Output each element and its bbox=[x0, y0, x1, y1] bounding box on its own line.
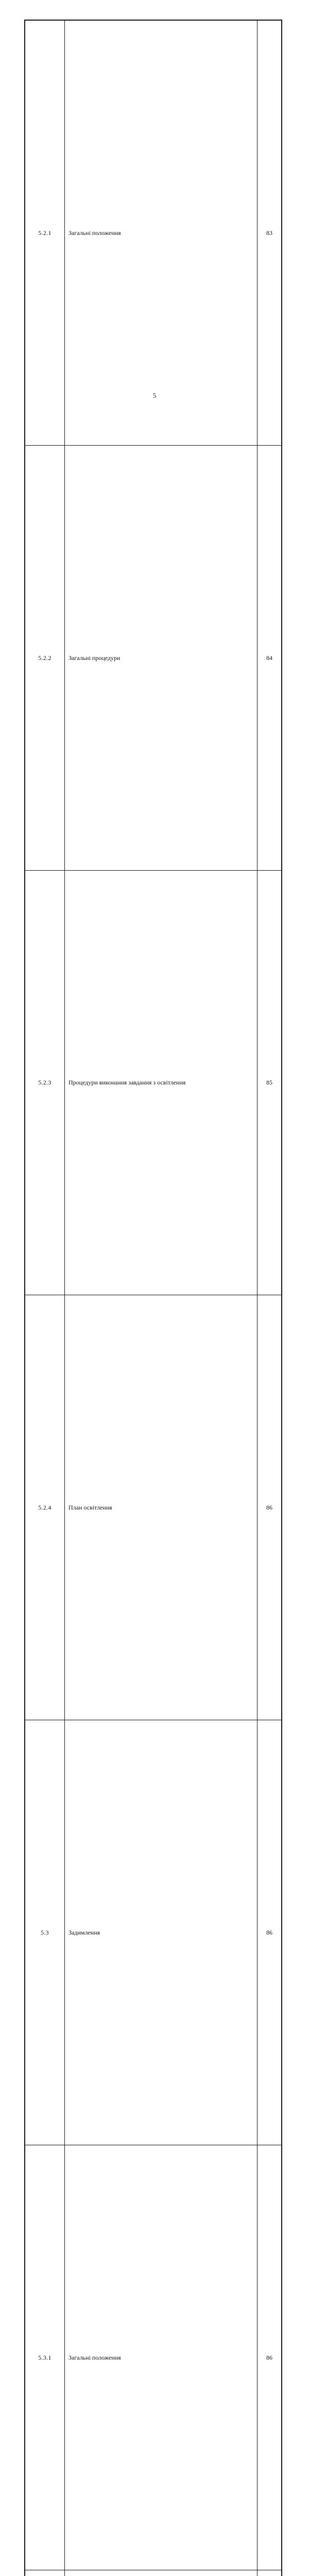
page-number: 5 bbox=[152, 392, 157, 399]
row-number-cell: 5.2.2 bbox=[25, 445, 65, 870]
row-page-cell: 83 bbox=[258, 20, 282, 445]
table-row bbox=[25, 870, 282, 1295]
row-number-cell: 5.3 bbox=[25, 1720, 65, 2145]
row-title-cell: Загальні положення bbox=[65, 20, 258, 445]
row-number-cell: 5.2.4 bbox=[25, 1295, 65, 1720]
table-row bbox=[25, 1295, 282, 1720]
row-page-cell: 86 bbox=[258, 2145, 282, 2570]
table-row bbox=[25, 2145, 282, 2570]
row-title-cell: План освітлення bbox=[65, 1295, 258, 1720]
row-number-cell: 5.2.1 bbox=[25, 20, 65, 445]
row-page-cell bbox=[258, 2570, 282, 2576]
row-page-cell: 86 bbox=[258, 1295, 282, 1720]
row-number-cell: 5.3.1 bbox=[25, 2145, 65, 2570]
row-title-cell: Загальні процедури bbox=[65, 445, 258, 870]
table-row bbox=[25, 1720, 282, 2145]
table-row bbox=[25, 445, 282, 870]
row-page-cell: 86 bbox=[258, 1720, 282, 2145]
row-title-cell: Загальні положення bbox=[65, 2145, 258, 2570]
row-title-cell bbox=[65, 2570, 258, 2576]
toc-table bbox=[24, 20, 282, 2576]
table-row bbox=[25, 20, 282, 445]
table-row bbox=[25, 2570, 282, 2576]
row-page-cell: 85 bbox=[258, 870, 282, 1295]
row-title-cell: Процедури виконання завдання з освітлення bbox=[65, 870, 258, 1295]
toc-table-body bbox=[25, 20, 282, 2576]
row-number-cell: 5.2.3 bbox=[25, 870, 65, 1295]
row-number-cell bbox=[25, 2570, 65, 2576]
row-page-cell: 84 bbox=[258, 445, 282, 870]
row-title-cell: Задимлення bbox=[65, 1720, 258, 2145]
